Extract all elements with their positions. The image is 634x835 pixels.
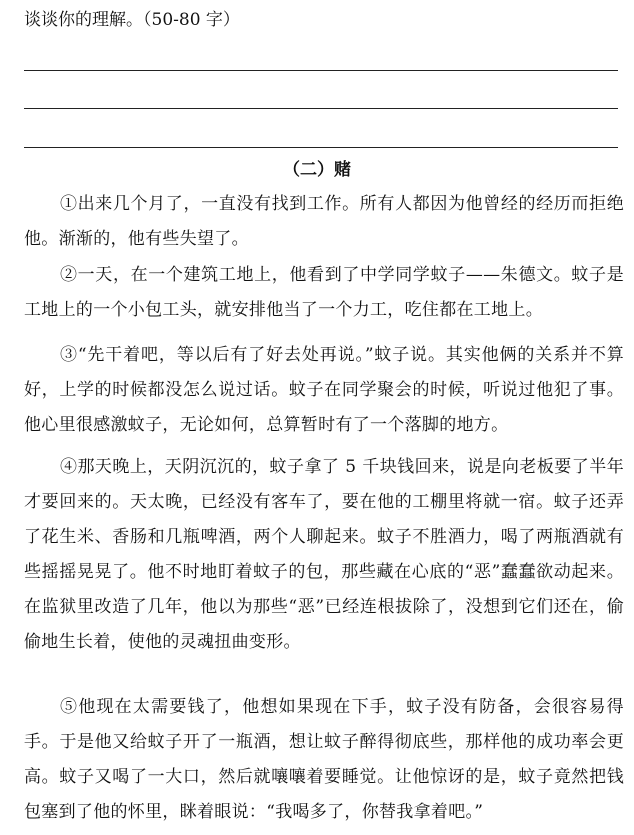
paragraph-1: ①出来几个月了，一直没有找到工作。所有人都因为他曾经的经历而拒绝他。渐渐的，他有些失望了。 [24, 194, 624, 249]
question-prompt: 谈谈你的理解。（50-80 字） [24, 10, 240, 30]
paragraph-2: ②一天，在一个建筑工地上，他看到了中学同学蚊子——朱德文。蚊子是工地上的一个小包工头，就安排他当了一个力工，吃住都在工地上。 [24, 265, 624, 320]
answer-line-2[interactable] [24, 108, 618, 109]
answer-line-1[interactable] [24, 70, 618, 71]
paragraph-5: ⑤他现在太需要钱了，他想如果现在下手，蚊子没有防备，会很容易得手。于是他又给蚊子开了一瓶酒，想让蚊子醉得彻底些，那样他的成功率会更高。蚊子又喝了一大口，然后就嚷嚷着要睡觉。让他惊讶的是，蚊子竟然把钱包塞到了他的怀里，眯着眼说：“我喝多了，你替我拿着吧。” [24, 697, 624, 822]
section-title: （二）赌 [283, 160, 351, 180]
paragraph-3: ③“先干着吧，等以后有了好去处再说。”蚊子说。其实他俩的关系并不算好，上学的时候都没怎么说过话。蚊子在同学聚会的时候，听说过他犯了事。他心里很感激蚊子，无论如何，总算暂时有了一个落脚的地方。 [24, 345, 624, 435]
answer-line-3[interactable] [24, 147, 618, 148]
paragraph-4: ④那天晚上，天阴沉沉的，蚊子拿了 5 千块钱回来，说是向老板要了半年才要回来的。天太晚，已经没有客车了，要在他的工棚里将就一宿。蚊子还弄了花生米、香肠和几瓶啤酒，两个人聊起来。蚊子不胜酒力，喝了两瓶酒就有些摇摇晃晃了。他不时地盯着蚊子的包，那些藏在心底的“恶”蠢蠢欲动起来。在监狱里改造了几年，他以为那些“恶”已经连根拔除了，没想到它们还在，偷偷地生长着，使他的灵魂扭曲变形。 [24, 457, 624, 652]
